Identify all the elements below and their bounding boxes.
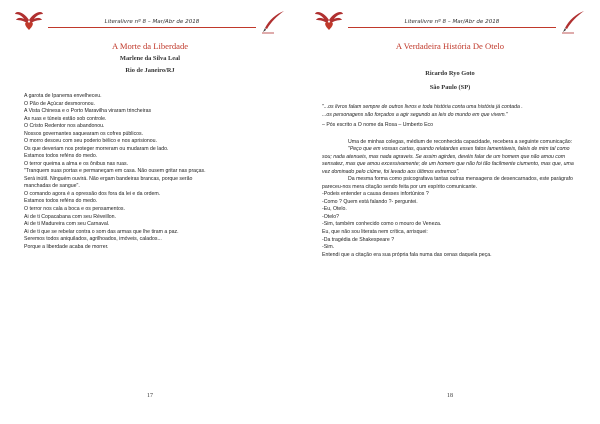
- poem-line: Seremos todos aniquilados, agrilhoados, imóveis, calados...: [24, 236, 162, 243]
- dialogue-line: -Como ? Quem está falando ?- perguntei.: [322, 198, 418, 205]
- poem-line: O morro desceu com seu poderio bélico e nos aprisionou.: [24, 138, 157, 145]
- poem-line: Será inútil. Ninguém ouvirá. Não ergam bandeiras brancas, porque serão: [24, 175, 193, 182]
- story-title: A Verdadeira História De Otelo: [395, 41, 505, 51]
- page-header: [0, 6, 300, 36]
- author-location: São Paulo (SP): [429, 84, 471, 91]
- story-body: [322, 104, 580, 259]
- author-location: Rio de Janeiro/RJ: [125, 67, 175, 74]
- page-header: [300, 6, 600, 36]
- poem-line: Ai de ti Madureira com seu Carnaval.: [24, 221, 110, 228]
- dialogue-line: -Sim, também conhecido como o mouro de Veneza.: [322, 221, 442, 228]
- header-rule: [48, 27, 256, 28]
- poem-line: Ai de ti que se rebelar contra o som das armas que lhe tiram a paz.: [24, 228, 179, 235]
- dialogue-line: -Eu, Otelo.: [322, 206, 347, 213]
- dialogue-line: Entendi que a citação era sua própria fala numa das cenas daquela peça.: [322, 251, 492, 258]
- dialogue-line: -Podeis entender a causa desses infortúnios ?: [322, 191, 429, 198]
- header-text: Literalivre nº 8 – Mar/Abr de 2018: [104, 19, 200, 25]
- poem-line: Nossos governantes saquearam os cofres públicos.: [24, 130, 144, 137]
- author-name: Marlene da Silva Leal: [119, 55, 181, 62]
- right-page: [300, 0, 600, 424]
- poem-line: O terror nos cala a boca e os pensamentos.: [24, 205, 125, 212]
- poem-line: Ai de ti Copacabana com seu Réveillon.: [24, 213, 116, 220]
- dialogue-line: -Sim.: [322, 244, 335, 251]
- dialogue-line: -Otelo?: [322, 213, 340, 220]
- poem-line: Porque a liberdade acaba de morrer.: [24, 243, 109, 250]
- epigraph-line: ...os personagens são forçados a agir segundo as leis do mundo em que vivem.": [322, 111, 508, 118]
- poem-line: O terror queima a alma e os ônibus nas ruas.: [24, 160, 129, 167]
- poem-line: Estamos todos reféns do medo.: [24, 198, 98, 205]
- page-number: 17: [147, 393, 153, 399]
- winged-heart-logo-icon: [14, 8, 44, 32]
- dialogue-line: Eu, que não sou literata nem crítica, arrisquei:: [322, 228, 428, 235]
- poem-title: A Morte da Liberdade: [111, 41, 189, 51]
- poem-line: manchadas de sangue".: [24, 183, 80, 190]
- poem-line: As ruas e túneis estão sob controle.: [24, 115, 107, 122]
- poem-body: [24, 93, 280, 251]
- quoted-message: "Peço que em vossas cartas, quando relatardes esses fatos lamentáveis, faleis de mim tal como sou; nada atenueis, mas nada agraveis. Se assim agirdes, devéis falar de um homem que não amou com sensatez, mas que amou excessivamente; de um homem que não foi tão facilmente ciumento, mas que, uma vez dominado pelo ciúme, foi levado aos últimos extremos".: [322, 146, 574, 175]
- winged-heart-logo-icon: [314, 8, 344, 32]
- poem-line: A Vista Chinesa e o Porto Maravilha viraram trincheiras: [24, 108, 152, 115]
- page-number: 18: [447, 393, 453, 399]
- poem-line: "Tranquem suas portas e permaneçam em casa. Não ousem gritar nas praças.: [24, 168, 206, 175]
- paragraph: Uma de minhas colegas, médium de reconhecida capacidade, recebera a seguinte comunicação:: [348, 138, 573, 145]
- dialogue-line: -Da tragédia de Shakespeare ?: [322, 236, 395, 243]
- header-rule: [348, 27, 556, 28]
- header-text: Literalivre nº 8 – Mar/Abr de 2018: [404, 19, 500, 25]
- quill-pen-icon: [560, 10, 586, 34]
- poem-line: Estamos todos reféns do medo.: [24, 153, 98, 160]
- poem-line: O comando agora é a opressão dos fora da lei e da ordem.: [24, 190, 161, 197]
- poem-line: O Cristo Redentor nos abandonou.: [24, 123, 105, 130]
- epigraph-line: "...os livros falam sempre de outros livros e toda história conta uma história já contada .: [322, 104, 523, 110]
- poem-line: O Pão de Açúcar desmoronou.: [24, 100, 95, 107]
- poem-line: Os que deveriam nos proteger morreram ou mudaram de lado.: [24, 145, 169, 152]
- quill-pen-icon: [260, 10, 286, 34]
- paragraph: Da mesma forma como psicografava tantas outras mensagens de desencarnados, este parágrafo pareceu-nos mera citação sendo feita por um espírito comunicante.: [322, 176, 573, 190]
- author-name: Ricardo Ryo Goto: [425, 70, 475, 77]
- poem-line: A garota de Ipanema envelheceu.: [24, 93, 102, 99]
- epigraph-attribution: – Pós escrito a O nome da Rosa – Umberto Eco: [322, 122, 434, 129]
